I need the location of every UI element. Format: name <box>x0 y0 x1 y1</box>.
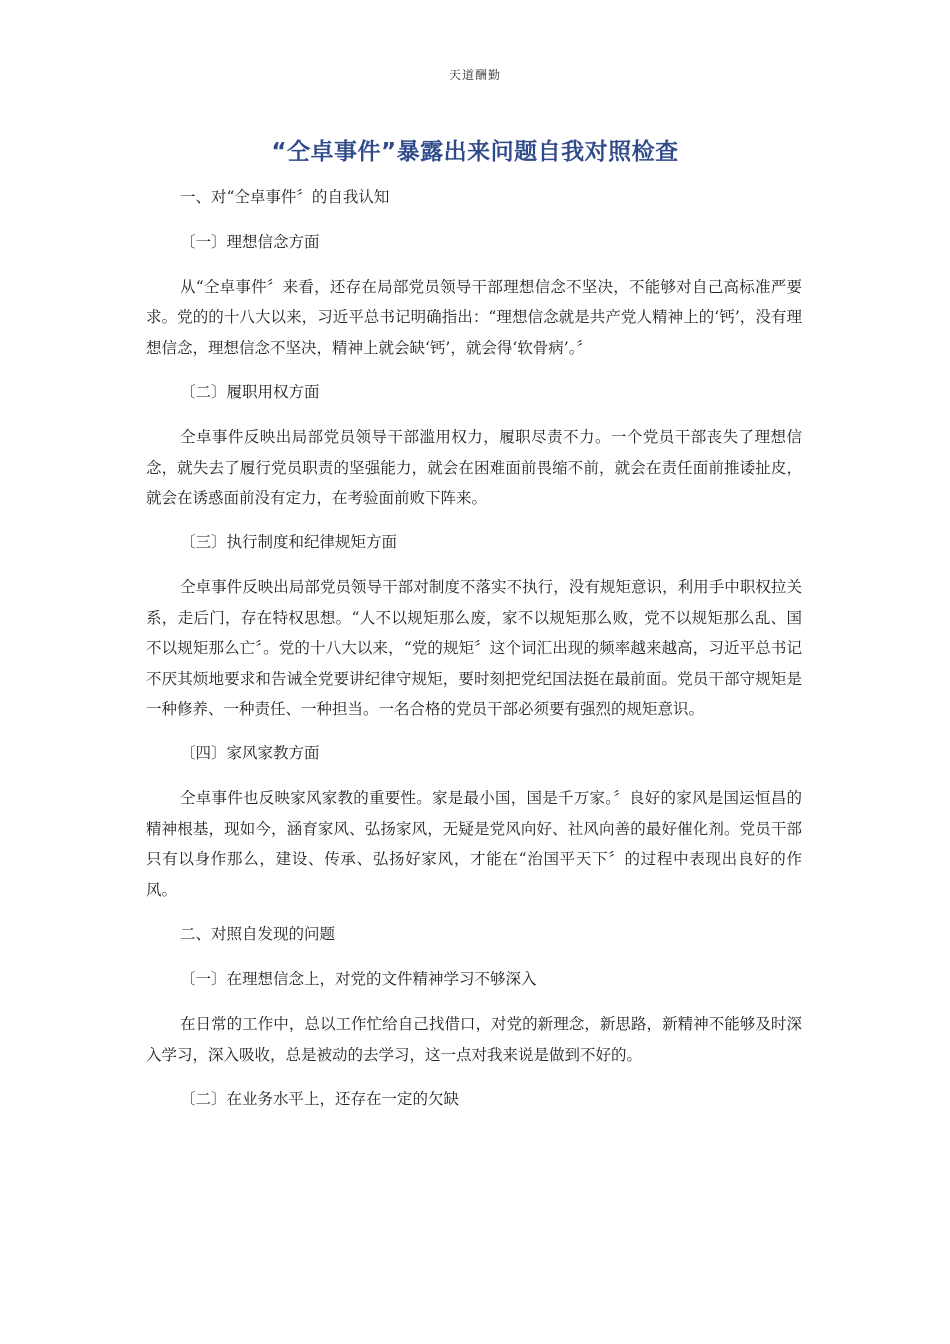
subsection-heading-2-2: 〔二〕在业务水平上，还存在一定的欠缺 <box>180 1089 460 1108</box>
paragraph-1: 从“仝卓事件〞来看，还存在局部党员领导干部理想信念不坚决，不能够对自己高标准严要求。党的的十八大以来，习近平总书记明确指出：“理想信念就是共产党人精神上的‘钙’，没有理想信念，理想信念不坚决，精神上就会缺‘钙’，就会得‘软骨病’。〞 <box>146 278 802 357</box>
subsection-heading-1-4: 〔四〕家风家教方面 <box>180 744 320 763</box>
subsection-heading-2-1: 〔一〕在理想信念上，对党的文件精神学习不够深入 <box>180 970 537 989</box>
page-header: 天道酬勤 <box>448 68 501 82</box>
document-body <box>146 182 802 1114</box>
paragraph-2: 仝卓事件反映出局部党员领导干部滥用权力，履职尽责不力。一个党员干部丧失了理想信念，就失去了履行党员职责的坚强能力，就会在困难面前畏缩不前，就会在责任面前推诿扯皮，就会在诱惑面前没有定力，在考验面前败下阵来。 <box>146 428 802 508</box>
subsection-heading-1-2: 〔二〕履职用权方面 <box>180 383 320 402</box>
subsection-heading-1-1: 〔一〕理想信念方面 <box>180 233 320 251</box>
section-heading-2: 二、对照自发现的问题 <box>180 925 336 944</box>
subsection-heading-1-3: 〔三〕执行制度和纪律规矩方面 <box>180 533 398 552</box>
section-heading-1: 一、对“仝卓事件〞的自我认知 <box>180 188 390 206</box>
paragraph-3: 仝卓事件反映出局部党员领导干部对制度不落实不执行，没有规矩意识，利用手中职权拉关系，走后门，存在特权思想。“人不以规矩那么废，家不以规矩那么败，党不以规矩那么乱、国不以规矩那么亡〞。党的十八大以来，“党的规矩〞这个词汇出现的频率越来越高，习近平总书记不厌其烦地要求和告诫全党要讲纪律守规矩，要时刻把党纪国法挺在最前面。党员干部守规矩是一种修养、一种责任、一种担当。一名合格的党员干部必须要有强烈的规矩意识。 <box>146 578 802 719</box>
paragraph-5: 在日常的工作中，总以工作忙给自己找借口，对党的新理念，新思路，新精神不能够及时深入学习，深入吸收，总是被动的去学习，这一点对我来说是做到不好的。 <box>146 1015 802 1064</box>
document-title: “仝卓事件”暴露出来问题自我对照检查 <box>271 139 679 165</box>
paragraph-4: 仝卓事件也反映家风家教的重要性。家是最小国，国是千万家。〞良好的家风是国运恒昌的精神根基，现如今，涵育家风、弘扬家风，无疑是党风向好、社风向善的最好催化剂。党员干部只有以身作那么，建设、传承、弘扬好家风，才能在“治国平天下〞的过程中表现出良好的作风。 <box>146 789 802 899</box>
